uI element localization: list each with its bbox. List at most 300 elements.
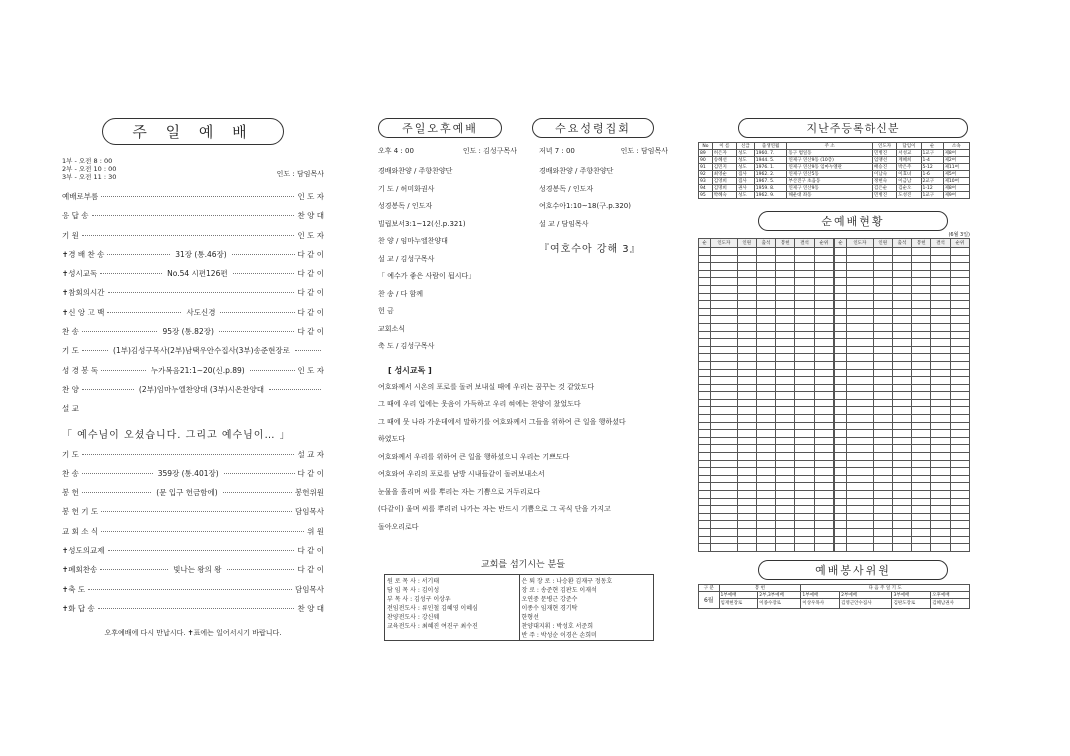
- table-cell: 송혜선: [712, 157, 736, 164]
- table-row: [699, 361, 834, 369]
- table-cell: [776, 430, 795, 438]
- staff-table: [384, 574, 654, 641]
- table-cell: [776, 377, 795, 385]
- table-cell: [950, 445, 969, 453]
- table-row: [699, 475, 834, 483]
- table-cell: [711, 392, 737, 400]
- table-cell: [931, 278, 950, 286]
- table-cell: [847, 301, 873, 309]
- table-cell: [931, 377, 950, 385]
- table-cell: [737, 521, 756, 529]
- table-row: [835, 422, 970, 430]
- table-cell: [847, 293, 873, 301]
- table-cell: [835, 513, 847, 521]
- pm-order-line: 축 도 / 김성구목사: [378, 342, 435, 350]
- table-cell: [776, 491, 795, 499]
- table-cell: [835, 270, 847, 278]
- table-cell: [776, 384, 795, 392]
- table-cell: 1967. 5.: [754, 178, 787, 185]
- table-cell: [931, 513, 950, 521]
- table-cell: [912, 323, 931, 331]
- table-cell: [776, 453, 795, 461]
- table-row: [835, 285, 970, 293]
- table-cell: [912, 536, 931, 544]
- table-cell: [776, 285, 795, 293]
- table-cell: [776, 498, 795, 506]
- table-cell: [814, 263, 833, 271]
- table-row: [835, 475, 970, 483]
- table-cell: [892, 285, 911, 293]
- table-cell: [737, 354, 756, 362]
- table-cell: [699, 339, 711, 347]
- table-cell: [950, 339, 969, 347]
- table-cell: [847, 430, 873, 438]
- table-row: [699, 536, 834, 544]
- table-cell: [847, 346, 873, 354]
- table-cell: [835, 422, 847, 430]
- order-row: 찬 송 95장 (통.82장) 다 같 이: [62, 327, 324, 337]
- table-cell: [950, 301, 969, 309]
- main-service-column: [62, 118, 324, 638]
- table-cell: [847, 498, 873, 506]
- table-cell: [814, 513, 833, 521]
- table-cell: [912, 361, 931, 369]
- table-cell: [737, 255, 756, 263]
- table-row: [835, 263, 970, 271]
- table-cell: [756, 255, 775, 263]
- table-cell: [931, 369, 950, 377]
- table-cell: [931, 430, 950, 438]
- table-cell: [835, 528, 847, 536]
- table-cell: [912, 506, 931, 514]
- table-cell: [873, 285, 892, 293]
- table-cell: [756, 536, 775, 544]
- table-row: [699, 422, 834, 430]
- table-cell: [873, 392, 892, 400]
- wednesday-service-title: 수요성령집회: [532, 118, 654, 138]
- table-row: [835, 483, 970, 491]
- table-row: [699, 498, 834, 506]
- table-cell: [847, 278, 873, 286]
- table-row: [699, 150, 970, 157]
- wed-order-line: 성경봉독 / 인도자: [538, 184, 594, 193]
- table-cell: [873, 384, 892, 392]
- table-cell: [835, 248, 847, 256]
- table-cell: 서성교: [897, 150, 921, 157]
- table-header: 봉헌: [912, 239, 931, 248]
- table-cell: [776, 248, 795, 256]
- table-cell: [776, 301, 795, 309]
- table-cell: 1교구: [921, 150, 943, 157]
- table-cell: [835, 293, 847, 301]
- table-cell: [814, 498, 833, 506]
- table-row: [699, 255, 834, 263]
- table-cell: [847, 392, 873, 400]
- table-cell: [873, 354, 892, 362]
- table-cell: [912, 354, 931, 362]
- table-cell: [711, 491, 737, 499]
- table-cell: 1-4: [921, 157, 943, 164]
- table-header: 주 소: [787, 143, 873, 150]
- table-row: [835, 308, 970, 316]
- table-cell: [892, 323, 911, 331]
- table-cell: [931, 331, 950, 339]
- table-cell: [950, 399, 969, 407]
- table-cell: [847, 437, 873, 445]
- table-row: [835, 528, 970, 536]
- table-cell: [950, 528, 969, 536]
- table-cell: [737, 248, 756, 256]
- table-cell: [873, 331, 892, 339]
- table-cell: [756, 498, 775, 506]
- table-cell: [737, 270, 756, 278]
- table-cell: [873, 468, 892, 476]
- table-cell: [873, 278, 892, 286]
- table-cell: [892, 407, 911, 415]
- table-cell: [950, 308, 969, 316]
- table-cell: [699, 331, 711, 339]
- table-row: [699, 377, 834, 385]
- table-cell: [699, 528, 711, 536]
- table-cell: [795, 369, 814, 377]
- table-cell: [776, 506, 795, 514]
- table-row: [699, 528, 834, 536]
- table-cell: [892, 278, 911, 286]
- table-cell: [711, 407, 737, 415]
- table-cell: [699, 392, 711, 400]
- table-cell: [950, 392, 969, 400]
- table-cell: [950, 430, 969, 438]
- table-cell: [950, 483, 969, 491]
- table-cell: [776, 354, 795, 362]
- table-cell: [835, 301, 847, 309]
- table-cell: [835, 491, 847, 499]
- table-cell: [699, 346, 711, 354]
- table-row: [699, 248, 834, 256]
- table-cell: [795, 536, 814, 544]
- table-cell: [711, 475, 737, 483]
- order-row: 봉 헌 (문 입구 헌금함에) 봉헌위원: [62, 488, 325, 498]
- pm-order-line: 헌 금: [378, 307, 394, 315]
- table-cell: [950, 491, 969, 499]
- order-row: 성 경 봉 독 누가복음21:1~20(신.p.89) 인 도 자: [62, 365, 325, 375]
- table-cell: [873, 460, 892, 468]
- table-cell: [776, 255, 795, 263]
- table-cell: [950, 331, 969, 339]
- table-cell: 91: [699, 164, 713, 171]
- table-row: [835, 430, 970, 438]
- table-cell: [847, 536, 873, 544]
- table-cell: [795, 453, 814, 461]
- table-cell: [912, 445, 931, 453]
- table-cell: [795, 430, 814, 438]
- table-cell: 94: [699, 185, 713, 192]
- table-cell: [892, 339, 911, 347]
- table-cell: [835, 285, 847, 293]
- table-cell: [795, 248, 814, 256]
- table-row: [699, 339, 834, 347]
- table-cell: [873, 445, 892, 453]
- table-cell: [795, 528, 814, 536]
- table-cell: [776, 339, 795, 347]
- table-cell: [756, 263, 775, 271]
- table-cell: [847, 331, 873, 339]
- table-cell: 김명희: [712, 185, 736, 192]
- table-cell: [931, 544, 950, 552]
- table-cell: [931, 384, 950, 392]
- table-cell: [873, 407, 892, 415]
- table-header: 이 름: [712, 143, 736, 150]
- table-cell: [892, 437, 911, 445]
- table-cell: [835, 263, 847, 271]
- table-cell: [776, 407, 795, 415]
- table-cell: [776, 415, 795, 423]
- table-cell: [950, 536, 969, 544]
- order-row: ✝신 앙 고 백 사도신경 다 같 이: [62, 307, 325, 317]
- table-cell: [795, 285, 814, 293]
- table-cell: [795, 513, 814, 521]
- table-row: [835, 468, 970, 476]
- table-cell: [873, 255, 892, 263]
- table-cell: 제8여: [943, 150, 969, 157]
- table-cell: [776, 544, 795, 552]
- table-cell: [847, 468, 873, 476]
- table-cell: 1-6: [921, 171, 943, 178]
- table-row: [699, 407, 834, 415]
- order-row: ✝성도의교제 다 같 이: [62, 546, 324, 556]
- table-cell: 김순오: [897, 185, 921, 192]
- table-cell: [776, 445, 795, 453]
- table-row: [835, 437, 970, 445]
- table-cell: [737, 392, 756, 400]
- table-cell: [737, 377, 756, 385]
- table-cell: [776, 392, 795, 400]
- table-header: 인원: [873, 239, 892, 248]
- table-cell: [912, 415, 931, 423]
- order-row: ✝폐회찬송 빛나는 왕의 왕 다 같 이: [62, 565, 324, 575]
- table-row: [699, 293, 834, 301]
- pm-order-line: 기 도 / 허미화권사: [378, 184, 435, 193]
- table-row: [835, 301, 970, 309]
- sermon-row: 설 교: [62, 404, 79, 414]
- table-cell: [912, 301, 931, 309]
- table-cell: [873, 513, 892, 521]
- pm-order-line: 「 예수가 좋은 사람이 됩시다」: [378, 272, 476, 280]
- table-cell: [756, 453, 775, 461]
- staff-line: 오연중 문병근 강준수: [521, 596, 578, 603]
- table-cell: [814, 392, 833, 400]
- table-cell: [795, 323, 814, 331]
- table-cell: [835, 506, 847, 514]
- table-cell: [912, 544, 931, 552]
- table-cell: [699, 301, 711, 309]
- table-cell: 김영희: [712, 178, 736, 185]
- table-cell: [814, 361, 833, 369]
- table-cell: [873, 498, 892, 506]
- table-header: 출생연월: [754, 143, 787, 150]
- table-cell: [756, 407, 775, 415]
- table-row: [835, 521, 970, 529]
- table-cell: [950, 278, 969, 286]
- table-cell: 집사: [737, 178, 755, 185]
- table-cell: [699, 544, 711, 552]
- table-cell: [931, 285, 950, 293]
- table-cell: [912, 521, 931, 529]
- table-cell: 1962. 9.: [754, 192, 787, 199]
- table-cell: 95: [699, 192, 713, 199]
- table-cell: [873, 536, 892, 544]
- table-cell: [873, 483, 892, 491]
- table-cell: [711, 270, 737, 278]
- table-cell: [847, 248, 873, 256]
- table-cell: [776, 483, 795, 491]
- table-cell: [950, 415, 969, 423]
- table-cell: [912, 453, 931, 461]
- table-cell: [795, 468, 814, 476]
- table-cell: 92: [699, 171, 713, 178]
- table-cell: [795, 331, 814, 339]
- table-cell: [737, 415, 756, 423]
- table-cell: [835, 384, 847, 392]
- table-row: [699, 399, 834, 407]
- table-cell: [931, 483, 950, 491]
- table-cell: [892, 521, 911, 529]
- table-cell: [776, 399, 795, 407]
- table-cell: [737, 453, 756, 461]
- table-cell: [912, 422, 931, 430]
- table-cell: [795, 301, 814, 309]
- table-cell: [950, 407, 969, 415]
- table-row: [835, 460, 970, 468]
- table-cell: [776, 346, 795, 354]
- table-cell: 도성진: [897, 192, 921, 199]
- table-cell: [814, 468, 833, 476]
- table-cell: [756, 430, 775, 438]
- table-cell: [795, 422, 814, 430]
- table-cell: [776, 528, 795, 536]
- table-cell: 1960. 7.: [754, 150, 787, 157]
- table-cell: [912, 308, 931, 316]
- table-cell: [795, 384, 814, 392]
- table-cell: [756, 346, 775, 354]
- staff-line: 장 로 : 송준현 김판도 이재석: [521, 587, 597, 594]
- reading-line: 여호와께서 우리를 위하여 큰 일을 행하셨으니 우리는 기쁘도다: [378, 452, 570, 461]
- table-cell: [711, 278, 737, 286]
- table-cell: [737, 361, 756, 369]
- table-row: [699, 301, 834, 309]
- table-cell: [776, 475, 795, 483]
- table-cell: [847, 263, 873, 271]
- table-cell: [814, 445, 833, 453]
- table-cell: [912, 384, 931, 392]
- table-row: [835, 544, 970, 552]
- table-row: [835, 331, 970, 339]
- table-cell: [814, 339, 833, 347]
- table-header: 출석: [892, 239, 911, 248]
- table-cell: [931, 536, 950, 544]
- table-header: 신급: [737, 143, 755, 150]
- table-cell: [737, 506, 756, 514]
- table-cell: [756, 339, 775, 347]
- table-cell: [699, 293, 711, 301]
- main-service-title: 주 일 예 배: [102, 118, 284, 145]
- table-cell: [814, 536, 833, 544]
- table-cell: [892, 270, 911, 278]
- table-cell: [847, 460, 873, 468]
- table-cell: 허은자: [712, 150, 736, 157]
- table-cell: [847, 323, 873, 331]
- table-cell: [873, 248, 892, 256]
- table-cell: [737, 263, 756, 271]
- table-cell: [931, 460, 950, 468]
- table-cell: [814, 278, 833, 286]
- table-cell: 성도: [737, 192, 755, 199]
- table-row: [699, 263, 834, 271]
- table-cell: [756, 528, 775, 536]
- order-row: 기 도 설 교 자: [62, 449, 324, 459]
- table-cell: [873, 430, 892, 438]
- table-cell: [847, 422, 873, 430]
- service-volunteer-table: 구 분 봉 헌 다 음 주 일 기 도 6월 1부예배 2부,3부예배 1부예배 2부예배 3부예배 오후예배 임재현장로 이종수장로 이상우목사 김영근안수집사 김판도장로 김혜남권사: [698, 584, 970, 609]
- table-cell: [835, 544, 847, 552]
- table-cell: [814, 475, 833, 483]
- table-cell: [892, 453, 911, 461]
- table-cell: [931, 445, 950, 453]
- table-cell: [795, 498, 814, 506]
- staff-title: 교회를 섬기시는 분들: [481, 560, 565, 570]
- table-cell: [737, 536, 756, 544]
- table-cell: [950, 248, 969, 256]
- table-header: 순: [921, 143, 943, 150]
- table-cell: [892, 445, 911, 453]
- table-cell: [711, 331, 737, 339]
- table-cell: [912, 483, 931, 491]
- table-cell: [873, 316, 892, 324]
- table-cell: [892, 361, 911, 369]
- table-row: [699, 285, 834, 293]
- table-header: 인도자: [847, 239, 873, 248]
- table-cell: [912, 407, 931, 415]
- staff-line: 한형선: [521, 614, 539, 621]
- table-cell: [756, 392, 775, 400]
- staff-line: 반 주 : 박성순 이경은 손희미: [521, 632, 597, 639]
- table-cell: [873, 422, 892, 430]
- table-cell: [699, 316, 711, 324]
- table-cell: [756, 491, 775, 499]
- table-cell: 계혜희: [897, 157, 921, 164]
- table-cell: [912, 248, 931, 256]
- table-cell: [835, 377, 847, 385]
- table-cell: [847, 270, 873, 278]
- table-cell: [814, 491, 833, 499]
- table-cell: [912, 491, 931, 499]
- table-cell: [795, 270, 814, 278]
- table-cell: 임맹선: [873, 157, 897, 164]
- table-cell: 제11여: [943, 164, 969, 171]
- table-cell: [776, 460, 795, 468]
- table-header: 소속: [943, 143, 969, 150]
- table-cell: [835, 445, 847, 453]
- table-cell: 1-12: [921, 185, 943, 192]
- footer-note: 오후예배에 다시 만납시다. ✝표에는 일어서시기 바랍니다.: [104, 629, 282, 638]
- table-cell: [892, 536, 911, 544]
- table-cell: 연제구 연산5동: [787, 171, 873, 178]
- table-cell: [776, 316, 795, 324]
- table-row: [835, 399, 970, 407]
- reading-line: 그 때에 뭇 나라 가운데에서 말하기를 여호와께서 그들을 위하여 큰 일을 행하셨다: [378, 417, 626, 426]
- table-row: [835, 377, 970, 385]
- pm-service-title: 주일오후예배: [378, 118, 502, 138]
